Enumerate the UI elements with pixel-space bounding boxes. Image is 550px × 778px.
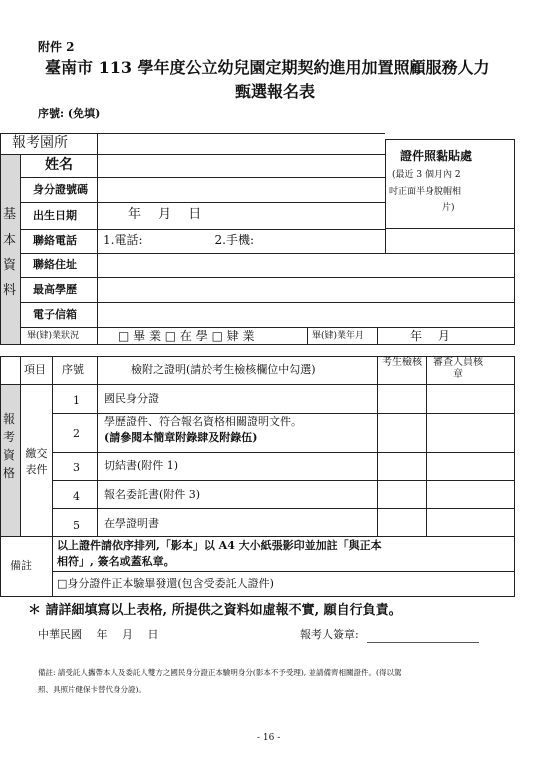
basic-info-label-4: 料 [3, 283, 17, 298]
docs-row-text: 報名委託書(附件 3) [104, 488, 201, 501]
docs-side-label-3: 資 [3, 448, 16, 462]
basic-info-label-2: 本 [3, 233, 17, 248]
docs-category: 繳交表件 [25, 447, 48, 476]
docs-header-no: 序號 [62, 363, 84, 376]
phone-label: 聯絡電話 [33, 234, 77, 247]
signature-label: 報考人簽章: [300, 628, 359, 641]
page-title: 臺南市 113 學年度公立幼兒園定期契約進用加置照顧服務人力 [45, 58, 490, 77]
remarks-line-1: 以上證件請依序排列,「影本」以 A4 大小紙張影印並加註「與正本 [57, 539, 382, 552]
page-subtitle: 甄選報名表 [235, 82, 316, 101]
remarks-line-2: 相符」, 簽名或蓋私章。 [57, 555, 175, 568]
basic-info-label-3: 資 [3, 258, 17, 273]
basic-info-side-shade [0, 154, 20, 344]
docs-row-no: 4 [73, 490, 80, 503]
basic-info-label-1: 基 [3, 207, 17, 222]
education-label: 最高學歷 [33, 283, 77, 296]
serial-label: 序號: (免填) [38, 107, 101, 120]
school-label: 報考園所 [12, 135, 68, 151]
docs-header-examinee: 考生檢核 [382, 357, 422, 368]
docs-row-text-2: (請參閱本簡章附錄肆及附錄伍) [104, 431, 258, 444]
email-label: 電子信箱 [33, 308, 77, 321]
docs-header-reviewer: 審查人員核章 [433, 357, 483, 380]
docs-row-text: 學歷證件、符合報名資格相關證明文件。 [104, 415, 302, 428]
photo-note-2: 吋正面半身脫帽相 [389, 187, 462, 197]
note-line-1: 備註: 請受託人攜帶本人及委託人雙方之國民身分證正本驗明身分(影本不予受理), 並請備齊相關證件。(得以駕 [38, 668, 402, 677]
docs-header-desc: 檢附之證明(請於考生檢核欄位中勾選) [131, 363, 316, 376]
remarks-line-3: □身分證件正本驗畢發還(包含受委託人證件) [57, 577, 274, 590]
docs-side-label-2: 考 [3, 430, 16, 444]
attachment-label: 附件 2 [38, 40, 75, 54]
signature-line [367, 642, 479, 643]
note-line-2: 照、具照片健保卡替代身分證)。 [38, 685, 146, 694]
grad-year-label: 畢(肄)業年月 [312, 331, 365, 341]
docs-row-no: 5 [73, 519, 80, 532]
name-label: 姓名 [45, 157, 73, 173]
docs-side-label-4: 格 [3, 466, 16, 480]
phone-value: 1.電話: 2.手機: [103, 233, 254, 247]
page-number: - 16 - [257, 733, 281, 743]
docs-header-item: 項目 [24, 363, 46, 376]
docs-row-no: 1 [73, 394, 80, 407]
id-number-label: 身分證號碼 [33, 183, 88, 196]
remarks-label: 備註 [10, 559, 32, 572]
docs-row-no: 3 [73, 461, 80, 474]
grad-status-options: □ 畢 業 □ 在 學 □ 肄 業 [118, 329, 255, 343]
docs-row-text: 切結書(附件 1) [104, 459, 179, 472]
photo-note-1: (最近 3 個月內 2 [392, 170, 461, 180]
grad-year-value: 年 月 [410, 329, 450, 343]
docs-row-text: 在學證明書 [104, 517, 159, 530]
docs-row-text: 國民身分證 [104, 392, 159, 405]
photo-note-3: 片) [442, 203, 455, 213]
warning-text: ＊ 請詳細填寫以上表格, 所提供之資料如虛報不實, 願自行負責。 [28, 603, 402, 618]
birth-date-value: 年 月 日 [128, 207, 202, 222]
date-line: 中華民國 年 月 日 [38, 628, 159, 641]
grad-status-label: 畢(肄)業狀況 [27, 331, 80, 341]
docs-row-no: 2 [73, 427, 80, 440]
address-label: 聯絡住址 [33, 258, 77, 271]
photo-title: 證件照黏貼處 [400, 149, 473, 163]
birth-date-label: 出生日期 [33, 209, 77, 222]
docs-side-label-1: 報 [3, 412, 16, 426]
